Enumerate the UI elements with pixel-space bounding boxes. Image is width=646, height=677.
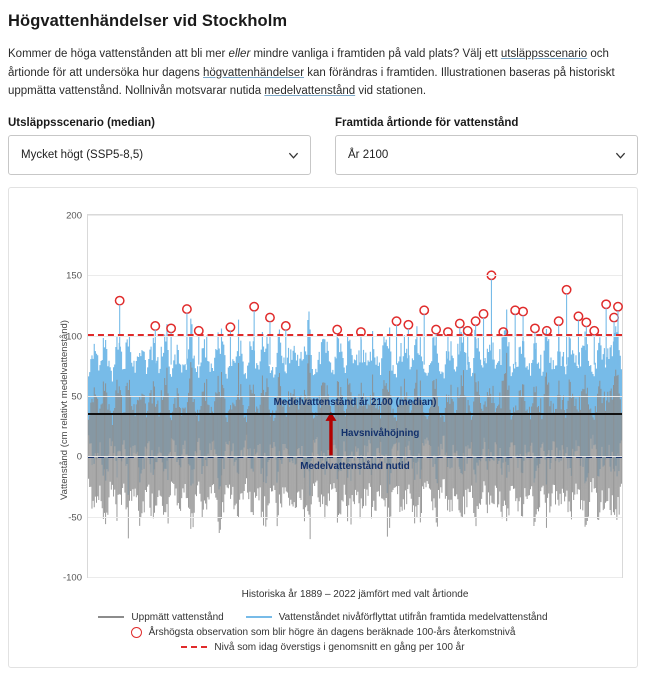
y-axis-tick: 0 — [76, 451, 82, 463]
annotation-future-mean: Medelvattenstånd år 2100 (median) — [273, 396, 437, 408]
highlight-point — [404, 320, 412, 328]
highlight-point — [471, 317, 479, 325]
intro-text-2: mindre vanliga i framtiden på vald plats? Välj ett — [250, 48, 501, 60]
highlight-point — [333, 325, 341, 333]
annotation-sea-level-rise: Havsnivåhöjning — [340, 428, 420, 440]
highlight-point — [282, 322, 290, 330]
legend-label-annual-max: Årshögsta observation som blir högre än dagens beräknade 100-års återkomstnivå — [148, 626, 516, 638]
legend-label-100-year: Nivå som idag överstigs i genomsnitt en gång per 100 år — [214, 641, 465, 653]
page — [0, 12, 646, 668]
blue-line-icon — [246, 616, 272, 618]
highlight-point — [614, 302, 622, 310]
y-axis-tick: -50 — [68, 512, 82, 524]
red-circle-icon — [131, 627, 142, 638]
highlight-point — [183, 305, 191, 313]
red-dashed-line-icon — [181, 646, 207, 648]
select-scenario-value: Mycket högt (SSP5-8,5) — [21, 148, 144, 161]
highlight-point — [226, 323, 234, 331]
x-axis-caption: Historiska år 1889 – 2022 jämfört med valt årtionde — [241, 588, 469, 600]
grey-line-icon — [98, 616, 124, 618]
intro-text-1: Kommer de höga vattenstånden att bli mer — [8, 48, 229, 60]
highlight-point — [582, 318, 590, 326]
link-utslappsscenario[interactable]: utsläppsscenario — [500, 48, 588, 60]
y-axis-tick: 50 — [71, 391, 82, 403]
label-decade: Framtida årtionde för vattenstånd — [335, 116, 519, 129]
legend-label-measured: Uppmätt vattenstånd — [131, 611, 224, 623]
highlight-point — [554, 317, 562, 325]
y-axis-tick: 100 — [66, 331, 82, 343]
highlight-point — [456, 319, 464, 327]
select-decade-value: År 2100 — [348, 148, 389, 161]
intro-text-4: kan förändras i framtiden. Illustrationen baseras på historiskt uppmätta vattenstånd. Nollnivån motsvarar nutida — [8, 66, 615, 98]
highlight-point — [479, 310, 487, 318]
highlight-point — [115, 296, 123, 304]
legend-item-measured — [98, 612, 223, 623]
link-medelvattenstand[interactable]: medelvattenstånd — [264, 85, 356, 98]
highlight-point — [519, 307, 527, 315]
highlight-point — [562, 285, 570, 293]
select-scenario[interactable] — [8, 135, 311, 175]
highlight-point — [392, 317, 400, 325]
highlight-point — [432, 325, 440, 333]
reference-line-future-mean — [88, 413, 622, 415]
page-title: Högvattenhändelser vid Stockholm — [8, 12, 288, 30]
chart-card — [8, 187, 638, 668]
highlight-point — [151, 322, 159, 330]
highlight-point — [266, 313, 274, 321]
highlight-point — [420, 306, 428, 314]
y-axis-tick: 200 — [66, 210, 82, 222]
chart-legend — [19, 610, 627, 661]
legend-label-shifted: Vattenståndet nivåförflyttat utifrån framtida medelvattenstånd — [278, 611, 548, 623]
select-decade[interactable] — [335, 135, 638, 175]
highlight-point — [602, 300, 610, 308]
highlight-point — [610, 313, 618, 321]
highlight-point — [167, 324, 175, 332]
legend-row-3 — [25, 642, 621, 653]
annotation-today-mean: Medelvattenstånd nutid — [300, 461, 410, 473]
legend-row-1 — [25, 612, 621, 623]
label-scenario: Utsläppsscenario (median) — [8, 116, 155, 129]
legend-item-annual-max — [131, 627, 516, 638]
controls-row — [8, 117, 638, 175]
chevron-down-icon — [615, 150, 626, 161]
gridline — [66, 331, 622, 343]
control-decade — [335, 117, 638, 175]
y-axis-tick: -100 — [62, 572, 82, 584]
legend-item-shifted — [246, 612, 548, 623]
highlight-point — [574, 312, 582, 320]
highlight-point — [531, 324, 539, 332]
chevron-down-icon — [288, 150, 299, 161]
highlight-point — [250, 302, 258, 310]
intro-emphasis: eller — [228, 48, 251, 60]
y-axis-title: Vattenstånd (cm relativt medelvattenstånd) — [59, 319, 70, 500]
gridline — [66, 210, 622, 222]
y-axis-tick: 150 — [66, 270, 82, 282]
highlight-point — [511, 306, 519, 314]
control-scenario — [8, 117, 311, 175]
intro-paragraph — [8, 45, 638, 101]
legend-row-2 — [25, 627, 621, 638]
gridline — [76, 451, 622, 463]
intro-text-3: och årtionde för att undersöka hur dagens — [8, 48, 609, 79]
intro-text-5: vid stationen. — [355, 85, 427, 98]
chart-plot-area — [59, 210, 623, 606]
link-hogvattenhandelser[interactable]: högvattenhändelser — [203, 66, 305, 79]
gridline — [66, 270, 622, 282]
legend-item-100-year — [181, 642, 464, 653]
gridline — [68, 512, 622, 524]
gridline — [62, 572, 622, 584]
